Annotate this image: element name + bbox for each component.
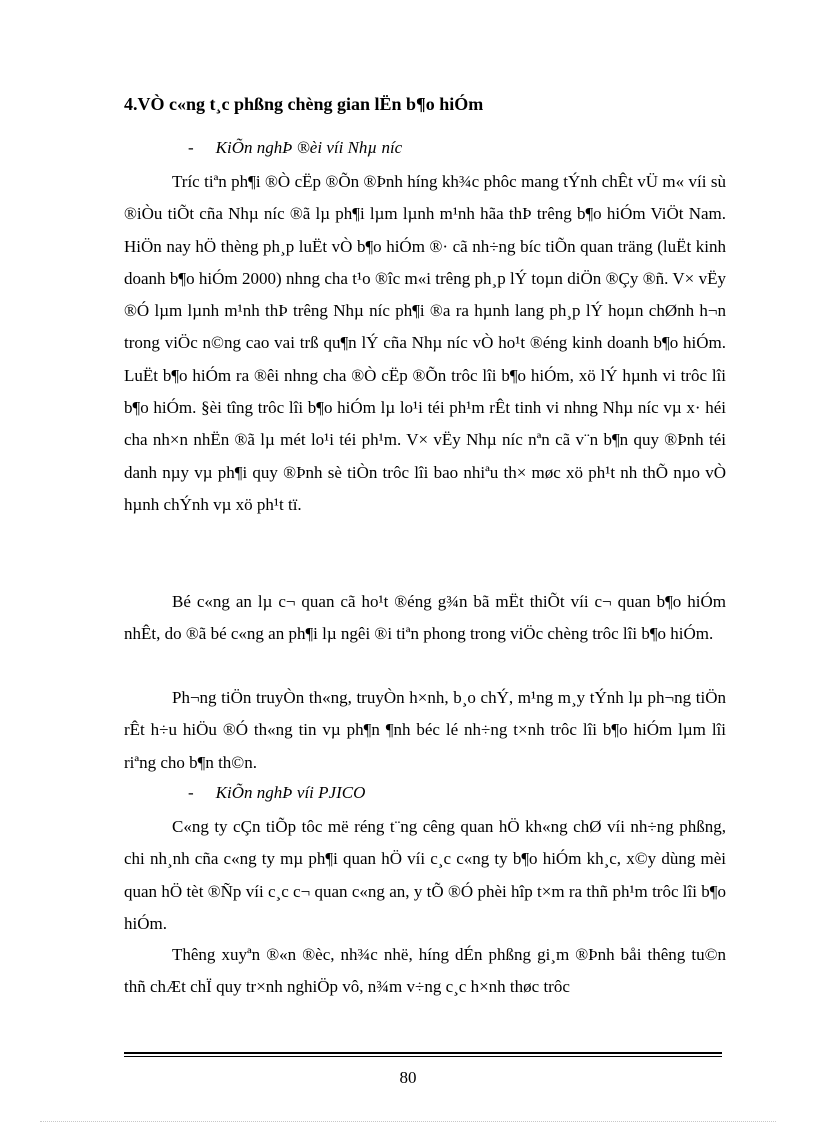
page-edge-dotted [40, 1121, 776, 1122]
footer-rule [124, 1052, 722, 1054]
subheading-state [188, 138, 402, 158]
paragraph-state-1: Tríc tiªn ph¶i ®Ò cËp ®Õn ®Þnh híng kh¾c phôc mang tÝnh chÊt vÜ m« víi sù ®iÒu tiÕt cña Nhµ níc ®ã lµ ph¶i lµm lµnh m¹nh hãa thÞ trêng b¶o hiÓm ViÖt Nam. HiÖn nay hÖ thèng ph¸p luËt vÒ b¶o hiÓm ®· cã nh÷ng bíc tiÕn quan träng (luËt kinh doanh b¶o hiÓm 2000) nhng cha t¹o ®îc m«i trêng ph¸p lÝ toµn diÖn ®Çy ®ñ. V× vËy ®Ó lµm lµnh m¹nh thÞ trêng Nhµ níc ph¶i ®a ra hµnh lang ph¸p lÝ hoµn chØnh h¬n trong viÖc n©ng cao vai trß qu¶n lÝ cña Nhµ níc vÒ ho¹t ®éng kinh doanh b¶o hiÓm. LuËt b¶o hiÓm ra ®êi nhng cha ®Ò cËp ®Õn trôc lîi b¶o hiÓm, xö lÝ hµnh vi trôc lîi b¶o hiÓm. §èi tîng trôc lîi b¶o hiÓm lµ lo¹i téi ph¹m rÊt tinh vi nhng Nhµ níc vµ x· héi cha nh×n nhËn ®ã lµ mét lo¹i téi ph¹m. V× vËy Nhµ níc nªn cã v¨n b¶n quy ®Þnh téi danh nµy vµ ph¶i quy ®Þnh sè tiÒn trôc lîi bao nhiªu th× møc xö ph¹t nh thÕ nµo vÒ hµnh chÝnh vµ xö ph¹t tï. [124, 172, 726, 514]
page-number: 80 [399, 1068, 417, 1087]
paragraph-state-2: Bé c«ng an lµ c¬ quan cã ho¹t ®éng g¾n bã mËt thiÕt víi c¬ quan b¶o hiÓm nhÊt, do ®ã bé c«ng an ph¶i lµ ngêi ®i tiªn phong trong viÖc chèng trôc lîi b¶o hiÓm. [124, 592, 726, 644]
section-heading: 4.VÒ c«ng t¸c phßng chèng gian lËn b¶o hiÓm [124, 94, 484, 114]
subheading-pjico [188, 783, 365, 803]
footer-rule-thin [124, 1056, 722, 1057]
paragraph-state-3: Ph¬ng tiÖn truyÒn th«ng, truyÒn h×nh, b¸o chÝ, m¹ng m¸y tÝnh lµ ph¬ng tiÖn rÊt h÷u hiÖu ®Ó th«ng tin vµ ph¶n ¶nh béc lé nh÷ng t×nh trôc lîi b¶o hiÓm lµm lîi riªng cho b¶n th©n. [124, 688, 726, 772]
bullet-dash: - [188, 783, 194, 802]
paragraph-pjico-1: C«ng ty cÇn tiÕp tôc më réng t¨ng cêng quan hÖ kh«ng chØ víi nh÷ng phßng, chi nh¸nh cña c«ng ty mµ ph¶i quan hÖ víi c¸c c«ng ty b¶o hiÓm kh¸c, x©y dùng mèi quan hÖ tèt ®Ñp víi c¸c c¬ quan c«ng an, y tÕ ®Ó phèi hîp t×m ra thñ ph¹m trôc lîi b¶o hiÓm. [124, 817, 726, 933]
subheading-state-text: KiÕn nghÞ ®èi víi Nhµ níc [215, 138, 403, 157]
subheading-pjico-text: KiÕn nghÞ víi PJICO [215, 783, 366, 802]
paragraph-pjico-2: Thêng xuyªn ®«n ®èc, nh¾c nhë, híng dÉn phßng gi¸m ®Þnh båi thêng tu©n thñ chÆt chÏ quy tr×nh nghiÖp vô, n¾m v÷ng c¸c h×nh thøc trôc [124, 945, 726, 997]
bullet-dash: - [188, 138, 194, 157]
